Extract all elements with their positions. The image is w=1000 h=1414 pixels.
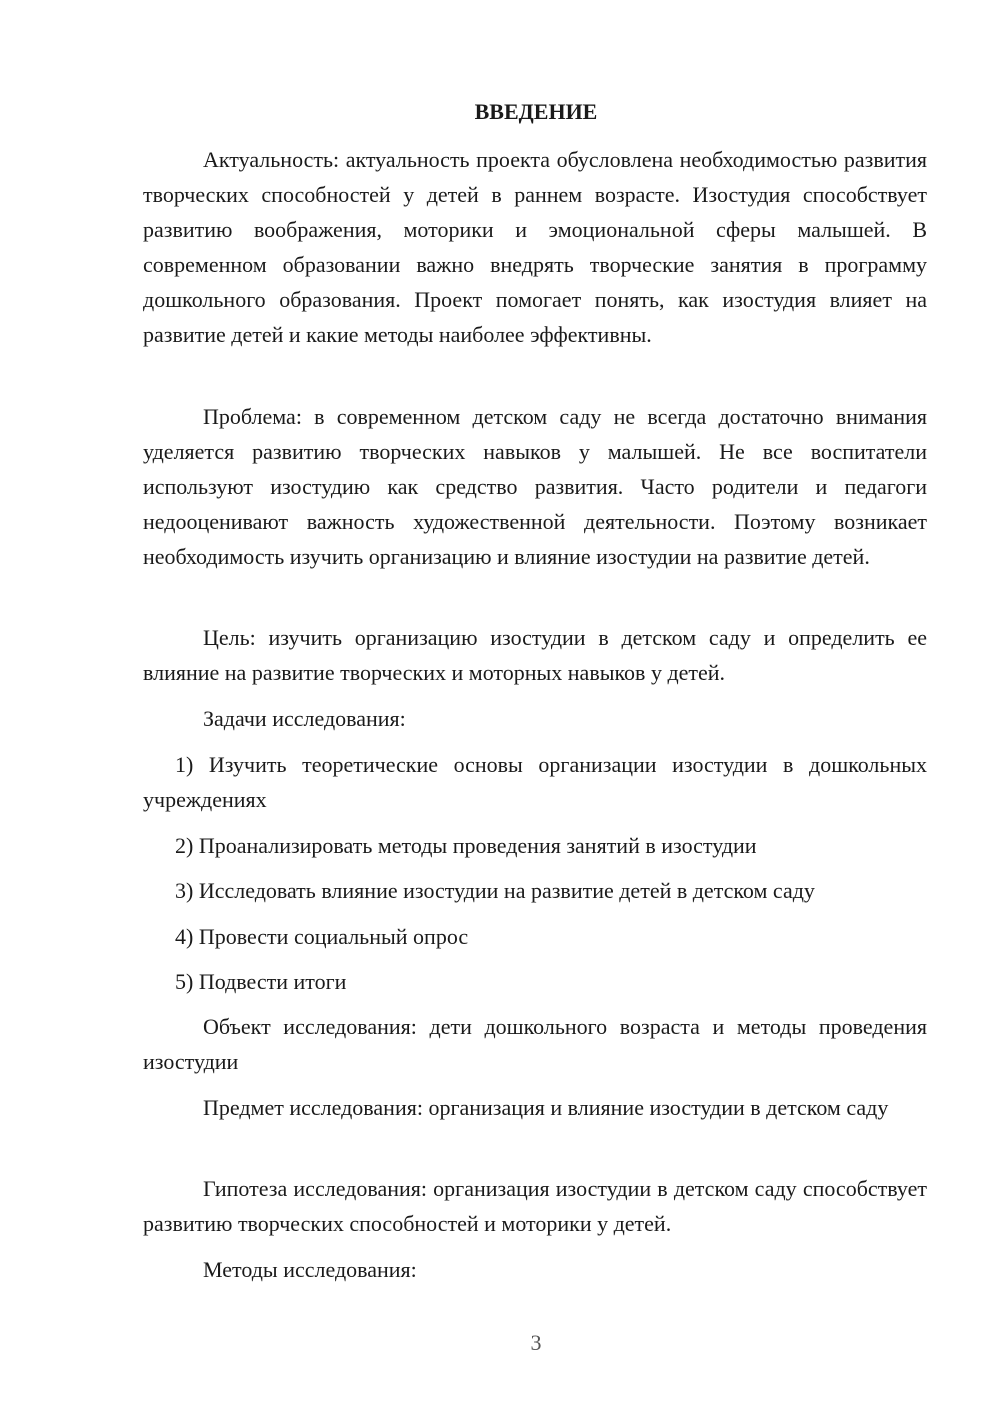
methods-title-block xyxy=(143,1252,927,1287)
subject-block xyxy=(143,1090,927,1125)
task-item-1-block xyxy=(143,747,927,817)
task-item-4: 4) Провести социальный опрос xyxy=(175,924,469,949)
object-paragraph: Объект исследования: дети дошкольного возраста и методы проведения изостудии xyxy=(143,1014,927,1074)
task-item-2-block xyxy=(143,828,927,863)
section-heading: ВВЕДЕНИЕ xyxy=(474,99,598,124)
task-item-1: 1) Изучить теоретические основы организации изостудии в дошкольных учреждениях xyxy=(143,752,927,812)
subject-paragraph: Предмет исследования: организация и влияние изостудии в детском саду xyxy=(203,1095,889,1120)
problem-paragraph: Проблема: в современном детском саду не всегда достаточно внимания уделяется развитию творческих навыков у малышей. Не все воспитатели используют изостудию как средство развития. Часто родители и педагоги недооценивают важность художественной деятельности. Поэтому возникает необходимость изучить организацию и влияние изостудии на развитие детей. xyxy=(143,404,927,569)
goal-paragraph: Цель: изучить организацию изостудии в детском саду и определить ее влияние на развитие творческих и моторных навыков у детей. xyxy=(143,625,927,685)
page-number: 3 xyxy=(530,1330,542,1355)
tasks-title-block xyxy=(143,701,927,736)
relevance-paragraph: Актуальность: актуальность проекта обусловлена необходимостью развития творческих способностей у детей в раннем возрасте. Изостудия способствует развитию воображения, моторики и эмоциональной сферы малышей. В современном образовании важно внедрять творческие занятия в программу дошкольного образования. Проект помогает понять, как изостудия влияет на развитие детей и какие методы наиболее эффективны. xyxy=(143,147,927,347)
hypothesis-block xyxy=(143,1171,927,1241)
task-item-3: 3) Исследовать влияние изостудии на развитие детей в детском саду xyxy=(175,878,815,903)
hypothesis-paragraph: Гипотеза исследования: организация изостудии в детском саду способствует развитию творческих способностей и моторики у детей. xyxy=(143,1176,927,1236)
task-item-2: 2) Проанализировать методы проведения занятий в изостудии xyxy=(175,833,757,858)
relevance-block xyxy=(143,142,927,352)
goal-block xyxy=(143,620,927,690)
task-item-5-block xyxy=(143,964,927,999)
object-block xyxy=(143,1009,927,1079)
problem-block xyxy=(143,399,927,574)
methods-title: Методы исследования: xyxy=(203,1257,417,1282)
task-item-4-block xyxy=(143,919,927,954)
task-item-5: 5) Подвести итоги xyxy=(175,969,347,994)
tasks-title: Задачи исследования: xyxy=(203,706,406,731)
task-item-3-block xyxy=(143,873,927,908)
